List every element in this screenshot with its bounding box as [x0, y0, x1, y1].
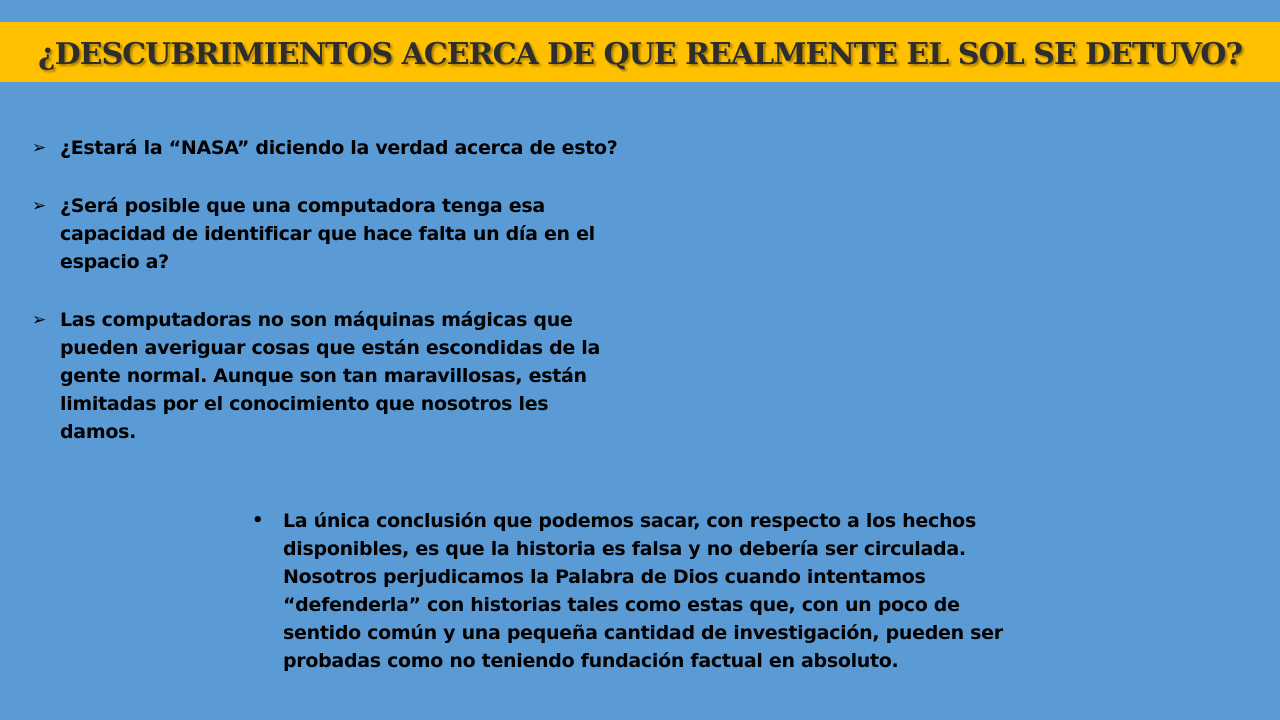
bullet-text: Las computadoras no son máquinas mágicas que pueden averiguar cosas que están escondidas de la gente normal. Aunque son tan maravillosas, están limitadas por el conocimiento que nosotros les damos. — [60, 309, 601, 443]
list-item — [32, 134, 622, 162]
question-list — [32, 134, 622, 476]
list-item — [32, 192, 622, 276]
dot-bullet-icon: • — [252, 510, 264, 531]
list-item — [32, 306, 622, 446]
list-item — [252, 507, 1032, 675]
slide-title: ¿DESCUBRIMIENTOS ACERCA DE QUE REALMENTE EL SOL SE DETUVO? — [38, 37, 1242, 72]
arrow-bullet-icon: ➢ — [32, 138, 46, 158]
conclusion-list — [252, 507, 1032, 675]
arrow-bullet-icon: ➢ — [32, 196, 46, 216]
bullet-text: ¿Estará la “NASA” diciendo la verdad acerca de esto? — [60, 137, 618, 159]
conclusion-text: La única conclusión que podemos sacar, con respecto a los hechos disponibles, es que la historia es falsa y no debería ser circulada. Nosotros perjudicamos la Palabra de Dios cuando intentamos “defenderla” con historias tales como estas que, con un poco de sentido común y una pequeña cantidad de investigación, pueden ser probadas como no teniendo fundación factual en absoluto. — [283, 510, 1003, 672]
arrow-bullet-icon: ➢ — [32, 310, 46, 330]
bullet-text: ¿Será posible que una computadora tenga esa capacidad de identificar que hace falta un día en el espacio a? — [60, 195, 595, 273]
